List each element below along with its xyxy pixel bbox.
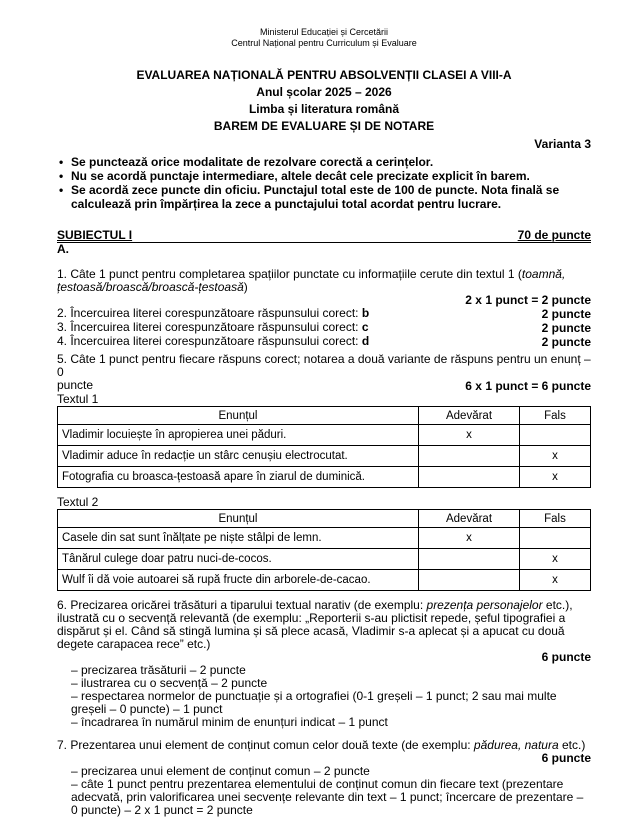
subject-points: 70 de puncte <box>517 228 591 242</box>
center-name: Centrul Național pentru Curriculum și Evaluare <box>231 38 417 48</box>
criterion-item: – precizarea unui element de conținut comun – 2 puncte <box>71 764 370 778</box>
table-1: Enunțul Adevărat Fals Vladimir locuiește în apropierea unei păduri. x Vladimir aduce în redacție un stârc cenușiu electrocutat. x Fotografia cu broasca-țestoasă apare în ziarul de duminică. x <box>57 406 591 488</box>
document-title <box>57 67 591 135</box>
subject-label: SUBIECTUL I <box>57 228 133 242</box>
table-row: Tânărul culege doar patru nuci-de-cocos. x <box>58 549 591 570</box>
table-row: Vladimir locuiește în apropierea unei păduri. x <box>58 425 591 446</box>
question-4: 4. Încercuirea literei corespunzătoare răspunsului corect: d 2 puncte <box>57 334 591 349</box>
table-2-caption: Textul 2 <box>57 495 99 509</box>
ministry-header <box>57 27 591 49</box>
table-row: Wulf îi dă voie autoarei să rupă fructe din arborele-de-cacao. x <box>58 570 591 591</box>
question-6-points: 6 puncte <box>541 650 591 664</box>
table-2: Enunțul Adevărat Fals Casele din sat sunt înălțate pe niște stâlpi de lemn. x Tânărul culege doar patru nuci-de-cocos. x Wulf îi dă voie autoarei să rupă fructe din arborele-de-cacao. x <box>57 509 591 591</box>
exam-title: EVALUAREA NAȚIONALĂ PENTRU ABSOLVENȚII CLASEI A VIII-A <box>136 68 512 82</box>
table-1-caption: Textul 1 <box>57 392 99 406</box>
bullet-icon: • <box>59 169 64 183</box>
rule-item: • Se acordă zece puncte din oficiu. Punctajul total este de 100 de puncte. Nota finală se calculează prin împărțirea la zece a punctajului total acordat pentru lucrare. <box>59 183 560 211</box>
criterion-item: – respectarea normelor de punctuație și a ortografiei (0-1 greșeli – 1 punct; 2 sau mai multe greșeli – 0 puncte) – 1 punct <box>71 689 557 716</box>
table-row: Casele din sat sunt înălțate pe niște stâlpi de lemn. x <box>58 528 591 549</box>
question-7: 7. Prezentarea unui element de conținut comun celor două texte (de exemplu: pădurea, natura etc.) <box>57 738 586 752</box>
barem-title: BAREM DE EVALUARE ȘI DE NOTARE <box>213 119 435 133</box>
question-2: 2. Încercuirea literei corespunzătoare răspunsului corect: b 2 puncte <box>57 306 591 321</box>
question-5: 5. Câte 1 punct pentru fiecare răspuns corect; notarea a două variante de răspuns pentru un enunț – 0 <box>57 352 591 379</box>
barem-page <box>57 0 591 817</box>
bullet-icon: • <box>59 155 64 169</box>
criterion-item: – precizarea trăsăturii – 2 puncte <box>71 663 246 677</box>
bullet-icon: • <box>59 183 64 197</box>
question-3: 3. Încercuirea literei corespunzătoare răspunsului corect: c 2 puncte <box>57 320 591 335</box>
ministry-name: Ministerul Educației și Cercetării <box>259 27 389 37</box>
general-rules <box>57 155 591 211</box>
table-row: Fotografia cu broasca-țestoasă apare în ziarul de duminică. x <box>58 467 591 488</box>
variant-label: Varianta 3 <box>534 137 591 151</box>
criterion-item: – ilustrarea cu o secvență – 2 puncte <box>71 676 268 690</box>
question-7-points: 6 puncte <box>541 751 591 765</box>
criterion-item: – încadrarea în numărul minim de enunțuri indicat – 1 punct <box>71 715 388 729</box>
subject-name: Limba și literatura română <box>248 102 400 116</box>
question-1-points: 2 x 1 punct = 2 puncte <box>465 293 591 307</box>
table-row: Vladimir aduce în redacție un stârc cenușiu electrocutat. x <box>58 446 591 467</box>
question-6: 6. Precizarea oricărei trăsături a tiparului textual narativ (de exemplu: prezența personajelor etc.), ilustrată cu o secvență relevantă (de exemplu: „Reporterii s-au plictisit repede, șeful tipografiei a dispărut și el. Când să stingă lumina și să plece acasă, Vladimir s-a aplecat și a apucat cu două degete carapacea rece” etc.) <box>57 598 573 651</box>
rule-item: • Nu se acordă punctaje intermediare, altele decât cele precizate explicit în barem. <box>59 169 530 183</box>
rule-item: • Se punctează orice modalitate de rezolvare corectă a cerințelor. <box>59 155 434 169</box>
criterion-item: – câte 1 punct pentru prezentarea elementului de conținut comun din fiecare text (prezentare adecvată, prin valorificarea unei secvențe relevante din text – 1 punct; încercare de prezentare – 0 puncte) – 2 x 1 punct = 2 puncte <box>71 777 584 817</box>
school-year: Anul școlar 2025 – 2026 <box>256 85 392 99</box>
subject-heading <box>57 229 591 243</box>
question-1: 1. Câte 1 punct pentru completarea spațiilor punctate cu informațiile cerute din textul 1 (toamnă, țestoasă/broască/broască-țestoasă) <box>57 267 566 294</box>
question-5-line2: puncte 6 x 1 punct = 6 puncte <box>57 378 591 393</box>
section-label: A. <box>57 242 69 256</box>
